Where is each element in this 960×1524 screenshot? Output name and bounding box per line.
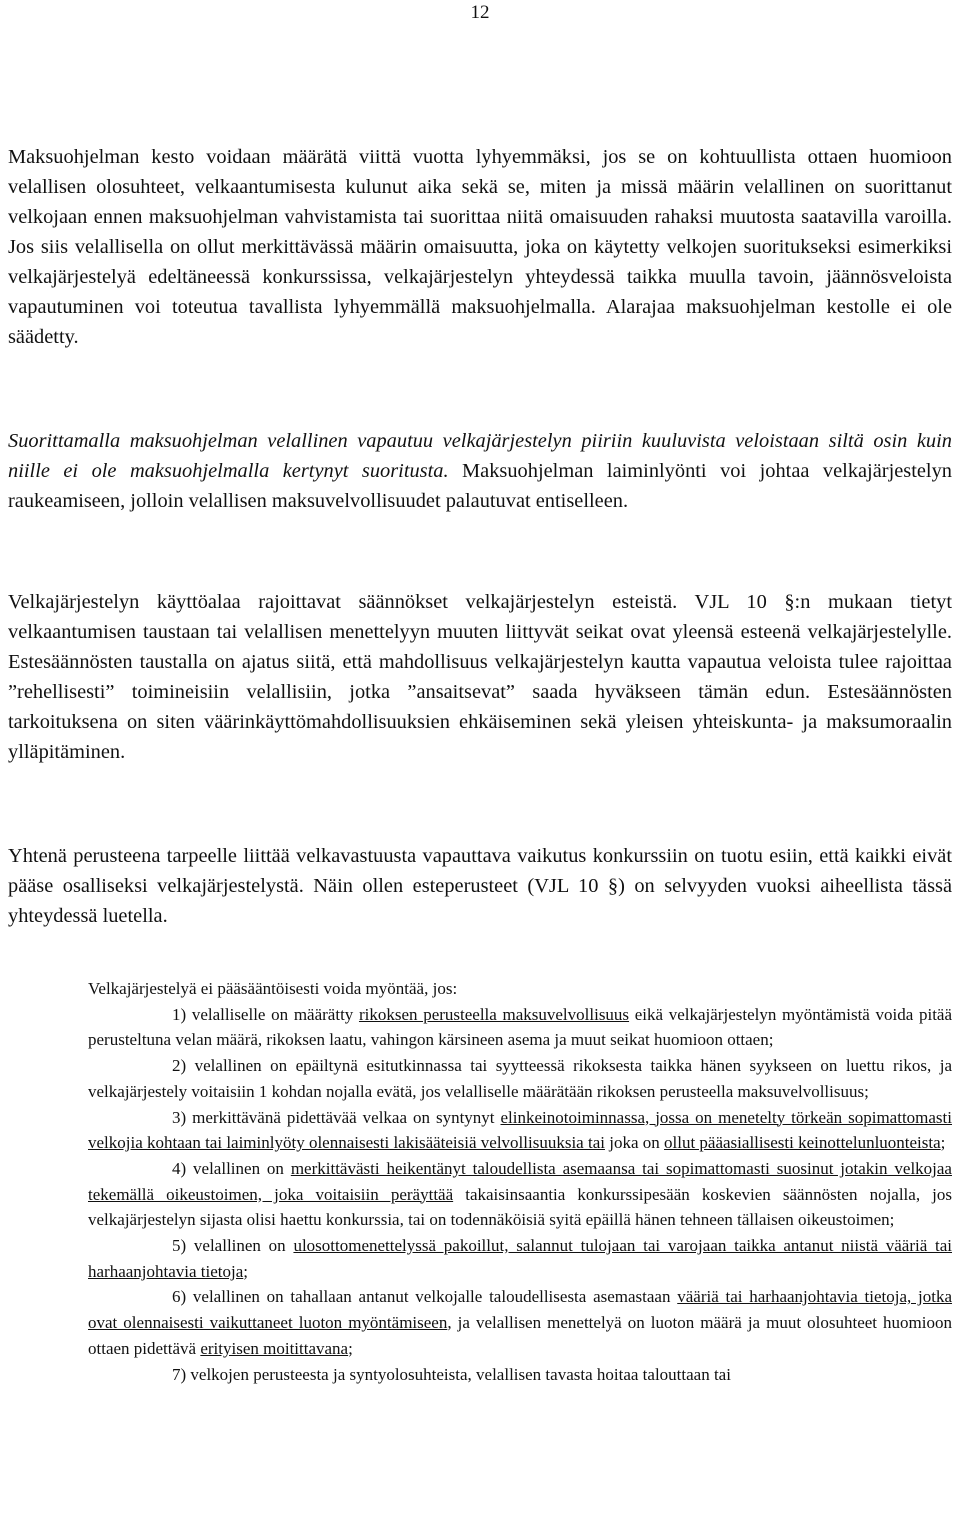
- underlined-text: vääriä tai harhaanjohtavia tietoja, jotka ovat olennaisesti vaikuttaneet luoton myöntämiseen: [88, 1287, 953, 1333]
- paragraph-program-duration: [8, 142, 952, 352]
- paragraph-text: Velkajärjestelyn käyttöalaa rajoittavat säännökset velkajärjestelyn esteistä. VJL 10 §:n mukaan tietyt velkaantumisen taustaan tai velallisen menettelyyn muuten liittyvät seikat ovat yleensä esteenä velkajärjestelylle. Estesäännösten taustalla on ajatus siitä, että mahdollisuus velkajärjestelyn kautta vapautua veloista tulee rajoittaa ”rehellisesti” toimineisiin velallisiin, jotka ”ansaitsevat” saada hyväkseen tämän edun. Estesäännösten tarkoituksena on siten väärinkäyttömahdollisuuksien ehkäiseminen sekä yleisen yhteiskunta- ja maksumoraalin ylläpitäminen.: [8, 591, 952, 763]
- paragraph-release-from-debts: [8, 426, 952, 516]
- underlined-text: merkittävästi heikentänyt taloudellista asemaansa tai sopimattomasti suosinut jotakin velkojaa tekemällä oikeustoimen, joka voitaisiin peräyttää: [88, 1158, 952, 1204]
- item-text: 4) velallinen on: [172, 1158, 291, 1178]
- quoted-statute-block: [88, 976, 952, 1387]
- paragraph-rest: Maksuohjelman laiminlyönti voi johtaa velkajärjestelyn raukeamiseen, jolloin velallisen maksuvelvollisuudet palautuvat entiselleen.: [8, 460, 952, 512]
- paragraph-obstacles: [8, 587, 952, 767]
- statute-item-4: [88, 1156, 952, 1233]
- paragraph-text: [8, 426, 952, 516]
- item-text: , ja velallisen menettelyä on luoton määrä ja muut olosuhteet huomioon ottaen pidettävä: [88, 1313, 952, 1358]
- item-text: 6) velallinen on tahallaan antanut velkojalle taloudellisesta asemastaan: [172, 1287, 678, 1307]
- statute-item-1: [88, 1002, 952, 1053]
- paragraph-text: Maksuohjelman kesto voidaan määrätä viittä vuotta lyhyemmäksi, jos se on kohtuullista ottaen huomioon velallisen olosuhteet, velkaantumisesta kulunut aika sekä se, miten ja missä määrin velallinen on suorittanut velkojaan ennen maksuohjelman vahvistamista tai suorittaa niitä omaisuuden rahaksi muutosta saatavilla varoilla. Jos siis velallisella on ollut merkittävässä määrin omaisuutta, joka on käytetty velkojen suoritukseksi esimerkiksi velkajärjestelyä edeltäneessä konkurssissa, velkajärjestelyn yhteydessä taikka muulla tavoin, jäännösveloista vapautuminen voi toteutua tavallista lyhyemmällä maksuohjelmalla. Alarajaa maksuohjelman kestolle ei ole säädetty.: [8, 146, 952, 348]
- statute-intro: Velkajärjestelyä ei pääsääntöisesti voida myöntää, jos:: [88, 979, 458, 998]
- paragraph-text: Yhtenä perusteena tarpeelle liittää velkavastuusta vapauttava vaikutus konkurssiin on tuotu esiin, että kaikki eivät pääse osalliseksi velkajärjestelystä. Näin ollen esteperusteet (VJL 10 §) on selvyyden vuoksi aiheellista tässä yhteydessä luetella.: [8, 845, 952, 927]
- item-text: ;: [243, 1261, 249, 1281]
- statute-item-3: [88, 1105, 952, 1156]
- item-text: joka on: [604, 1133, 664, 1153]
- statute-item-7: 7) velkojen perusteesta ja syntyolosuhteista, velallisen tavasta hoitaa talouttaan tai: [172, 1364, 731, 1384]
- page-number: 12: [470, 2, 490, 23]
- item-text: ;: [940, 1133, 946, 1153]
- item-text: eikä velkajärjestelyn myöntämistä voida pitää perusteltuna velan määrä, rikoksen laatu, vahingon kärsineen asema ja muut seikat huomioon ottaen;: [88, 1004, 953, 1050]
- italic-sentence: Suorittamalla maksuohjelman velallinen vapautuu velkajärjestelyn piiriin kuuluvista veloistaan siltä osin kuin niille ei ole maksuohjelmalla kertynyt suoritusta.: [8, 430, 952, 482]
- underlined-text: elinkeinotoiminnassa, jossa on menetelty törkeän sopimattomasti velkojia kohtaan tai laiminlyöty olennaisesti lakisääteisiä velvollisuuksia tai: [88, 1107, 952, 1153]
- underlined-text: ollut pääasiallisesti keinottelunluonteista: [664, 1133, 941, 1153]
- statute-item-6: [88, 1284, 952, 1361]
- statute-item-2: 2) velallinen on epäiltynä esitutkinnassa tai syytteessä rikoksesta taikka hänen syykseen on luettu rikos, ja velkajärjestely voitaisiin 1 kohdan nojalla evätä, jos velalliselle määrätään rikoksen perusteella maksuvelvollisuus;: [88, 1056, 952, 1101]
- underlined-text: erityisen moitittavana: [200, 1338, 349, 1358]
- item-text: ;: [348, 1338, 353, 1358]
- paragraph-grounds: [8, 841, 952, 931]
- statute-item-5: [88, 1233, 952, 1284]
- item-text: 3) merkittävänä pidettävää velkaa on syntynyt: [172, 1107, 501, 1127]
- item-text: 5) velallinen on: [172, 1236, 294, 1256]
- item-text: takaisinsaantia konkurssipesään koskevien säännösten nojalla, jos velkajärjestelyn sijasta olisi haettu konkurssia, tai on todennäköisiä syitä epäillä hänen tehneen tällaisen oikeustoimen;: [88, 1184, 953, 1230]
- underlined-text: rikoksen perusteella maksuvelvollisuus: [358, 1004, 630, 1024]
- item-text: 1) velalliselle on määrätty: [172, 1004, 359, 1024]
- underlined-text: ulosottomenettelyssä pakoillut, salannut tulojaan tai varojaan taikka antanut niistä vääriä tai harhaanjohtavia tietoja: [88, 1236, 952, 1281]
